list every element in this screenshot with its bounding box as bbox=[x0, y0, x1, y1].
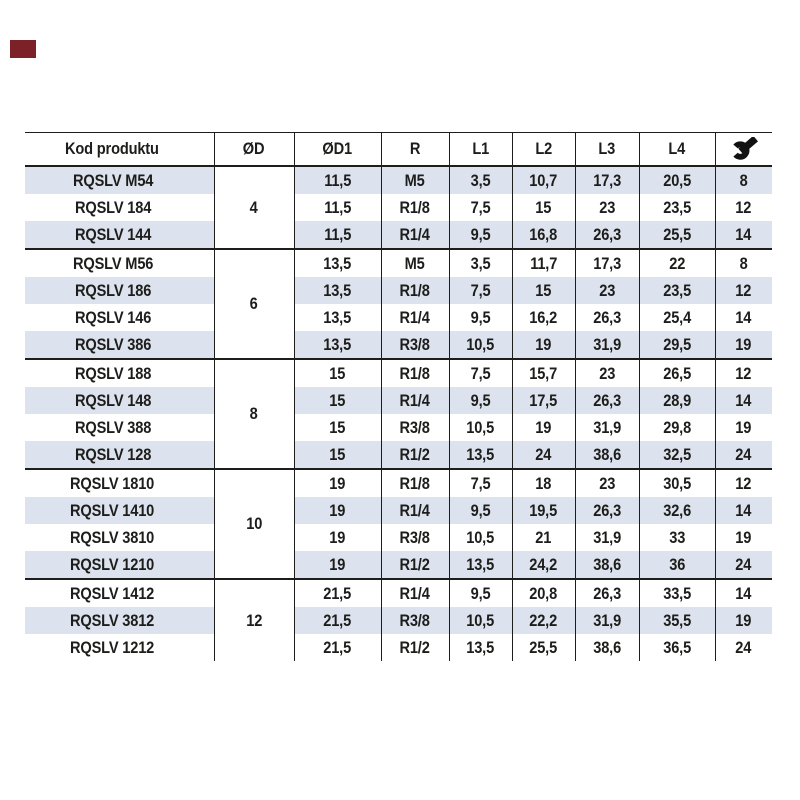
l4-cell: 25,4 bbox=[639, 304, 715, 331]
table-row bbox=[25, 524, 772, 551]
product-code-cell: RQSLV 1212 bbox=[70, 637, 155, 657]
od1-cell: 15 bbox=[294, 441, 381, 469]
table-row bbox=[25, 441, 772, 469]
wrench-size-cell: 14 bbox=[715, 304, 772, 331]
wrench-size-cell: 19 bbox=[715, 607, 772, 634]
col-header-l3: L3 bbox=[575, 133, 639, 167]
l3-cell: 17,3 bbox=[575, 249, 639, 277]
l4-cell: 29,8 bbox=[639, 414, 715, 441]
l4-cell: 33 bbox=[639, 524, 715, 551]
od1-cell: 21,5 bbox=[294, 607, 381, 634]
catalog-corner-tab bbox=[10, 40, 36, 58]
wrench-size-cell: 8 bbox=[715, 166, 772, 194]
product-code-cell: RQSLV 3812 bbox=[25, 607, 214, 634]
l2-cell: 24 bbox=[512, 441, 575, 469]
table-row bbox=[25, 607, 772, 634]
product-code-cell: RQSLV 386 bbox=[25, 331, 214, 359]
od1-cell: 19 bbox=[294, 497, 381, 524]
r-thread-cell: R1/8 bbox=[381, 359, 449, 387]
od1-cell: 15 bbox=[294, 414, 381, 441]
table-row bbox=[25, 221, 772, 249]
l1-cell: 7,5 bbox=[449, 194, 512, 221]
od1-cell: 13,5 bbox=[294, 277, 381, 304]
l1-cell: 7,5 bbox=[449, 469, 512, 497]
l4-cell: 35,5 bbox=[639, 607, 715, 634]
product-code-cell: RQSLV 186 bbox=[25, 277, 214, 304]
l3-cell: 38,6 bbox=[575, 551, 639, 579]
r-thread-cell: R1/4 bbox=[381, 387, 449, 414]
l1-cell: 9,5 bbox=[449, 579, 512, 607]
l1-cell: 10,5 bbox=[449, 331, 512, 359]
l2-cell: 21 bbox=[512, 524, 575, 551]
l1-cell: 13,5 bbox=[449, 551, 512, 579]
od-group-cell: 8 bbox=[214, 359, 294, 469]
product-spec-table bbox=[25, 132, 772, 661]
l1-cell: 9,5 bbox=[449, 387, 512, 414]
wrench-size-cell: 12 bbox=[715, 194, 772, 221]
l2-cell: 25,5 bbox=[512, 634, 575, 661]
r-thread-cell: R1/2 bbox=[381, 634, 449, 661]
l4-cell: 20,5 bbox=[639, 166, 715, 194]
wrench-size-cell: 14 bbox=[715, 221, 772, 249]
l2-cell: 20,8 bbox=[512, 579, 575, 607]
wrench-size-cell: 8 bbox=[715, 249, 772, 277]
l2-cell: 19 bbox=[512, 331, 575, 359]
table-row bbox=[25, 194, 772, 221]
product-code-cell: RQSLV 184 bbox=[74, 197, 152, 217]
product-code-cell: RQSLV 1410 bbox=[25, 497, 214, 524]
l3-cell: 31,9 bbox=[575, 607, 639, 634]
col-header-l4: L4 bbox=[639, 133, 715, 167]
r-thread-cell: R1/4 bbox=[381, 497, 449, 524]
l2-cell: 17,5 bbox=[512, 387, 575, 414]
table-row bbox=[25, 414, 772, 441]
product-code-cell: RQSLV 146 bbox=[74, 307, 152, 327]
l3-cell: 31,9 bbox=[575, 524, 639, 551]
r-thread-cell: R1/2 bbox=[381, 551, 449, 579]
r-thread-cell: R3/8 bbox=[381, 524, 449, 551]
wrench-size-cell: 24 bbox=[715, 441, 772, 469]
table-row bbox=[25, 579, 772, 607]
col-header-r: R bbox=[381, 133, 449, 167]
l3-cell: 31,9 bbox=[575, 331, 639, 359]
table-row bbox=[25, 331, 772, 359]
od1-cell: 11,5 bbox=[294, 221, 381, 249]
l1-cell: 3,5 bbox=[449, 166, 512, 194]
od1-cell: 13,5 bbox=[294, 304, 381, 331]
l1-cell: 10,5 bbox=[449, 524, 512, 551]
product-code-cell: RQSLV 1210 bbox=[25, 551, 214, 579]
wrench-size-cell: 12 bbox=[715, 359, 772, 387]
wrench-size-cell: 19 bbox=[715, 414, 772, 441]
od1-cell: 19 bbox=[294, 551, 381, 579]
l3-cell: 26,3 bbox=[575, 221, 639, 249]
r-thread-cell: R1/2 bbox=[381, 441, 449, 469]
wrench-size-cell: 12 bbox=[715, 277, 772, 304]
l4-cell: 26,5 bbox=[639, 359, 715, 387]
od1-cell: 15 bbox=[294, 387, 381, 414]
l4-cell: 36,5 bbox=[639, 634, 715, 661]
table-row bbox=[25, 166, 772, 194]
r-thread-cell: R3/8 bbox=[381, 607, 449, 634]
l4-cell: 33,5 bbox=[639, 579, 715, 607]
l2-cell: 11,7 bbox=[512, 249, 575, 277]
l4-cell: 32,5 bbox=[639, 441, 715, 469]
l2-cell: 15 bbox=[512, 277, 575, 304]
l1-cell: 13,5 bbox=[449, 634, 512, 661]
r-thread-cell: R1/8 bbox=[381, 469, 449, 497]
l2-cell: 24,2 bbox=[512, 551, 575, 579]
table-header-row bbox=[25, 133, 772, 167]
product-code-cell: RQSLV 144 bbox=[25, 221, 214, 249]
r-thread-cell: R1/8 bbox=[381, 277, 449, 304]
r-thread-cell: R1/8 bbox=[381, 194, 449, 221]
l3-cell: 26,3 bbox=[575, 387, 639, 414]
l2-cell: 22,2 bbox=[512, 607, 575, 634]
col-header-l1: L1 bbox=[449, 133, 512, 167]
l2-cell: 16,2 bbox=[512, 304, 575, 331]
od1-cell: 19 bbox=[294, 469, 381, 497]
l1-cell: 9,5 bbox=[449, 304, 512, 331]
l1-cell: 13,5 bbox=[449, 441, 512, 469]
l3-cell: 26,3 bbox=[575, 497, 639, 524]
table-row bbox=[25, 551, 772, 579]
table-row bbox=[25, 359, 772, 387]
col-header-od: ØD bbox=[214, 133, 294, 167]
product-code-cell: RQSLV 188 bbox=[25, 359, 214, 387]
wrench-icon bbox=[729, 137, 759, 162]
l3-cell: 23 bbox=[575, 277, 639, 304]
l2-cell: 18 bbox=[512, 469, 575, 497]
r-thread-cell: R1/4 bbox=[381, 579, 449, 607]
l3-cell: 38,6 bbox=[575, 634, 639, 661]
table-body bbox=[25, 166, 772, 661]
product-code-cell: RQSLV M54 bbox=[25, 166, 214, 194]
l3-cell: 23 bbox=[575, 469, 639, 497]
product-code-cell: RQSLV 128 bbox=[25, 441, 214, 469]
l4-cell: 32,6 bbox=[639, 497, 715, 524]
r-thread-cell: R3/8 bbox=[381, 331, 449, 359]
l4-cell: 22 bbox=[639, 249, 715, 277]
l3-cell: 38,6 bbox=[575, 441, 639, 469]
l3-cell: 26,3 bbox=[575, 304, 639, 331]
l4-cell: 30,5 bbox=[639, 469, 715, 497]
od1-cell: 13,5 bbox=[294, 249, 381, 277]
r-thread-cell: M5 bbox=[381, 166, 449, 194]
l1-cell: 7,5 bbox=[449, 277, 512, 304]
l2-cell: 16,8 bbox=[512, 221, 575, 249]
od-group-cell: 12 bbox=[214, 579, 294, 661]
table-row bbox=[25, 249, 772, 277]
table-row bbox=[25, 277, 772, 304]
l2-cell: 10,7 bbox=[512, 166, 575, 194]
l1-cell: 7,5 bbox=[449, 359, 512, 387]
l4-cell: 36 bbox=[639, 551, 715, 579]
wrench-size-cell: 14 bbox=[715, 387, 772, 414]
table-row bbox=[25, 469, 772, 497]
wrench-size-cell: 19 bbox=[715, 524, 772, 551]
od1-cell: 15 bbox=[294, 359, 381, 387]
l2-cell: 15,7 bbox=[512, 359, 575, 387]
wrench-size-cell: 12 bbox=[715, 469, 772, 497]
wrench-size-cell: 14 bbox=[715, 579, 772, 607]
wrench-size-cell: 24 bbox=[715, 551, 772, 579]
table-row bbox=[25, 387, 772, 414]
l4-cell: 23,5 bbox=[639, 277, 715, 304]
l3-cell: 31,9 bbox=[575, 414, 639, 441]
wrench-size-cell: 24 bbox=[715, 634, 772, 661]
od1-cell: 13,5 bbox=[294, 331, 381, 359]
l1-cell: 10,5 bbox=[449, 414, 512, 441]
wrench-size-cell: 19 bbox=[715, 331, 772, 359]
product-code-cell: RQSLV M56 bbox=[25, 249, 214, 277]
l4-cell: 25,5 bbox=[639, 221, 715, 249]
l2-cell: 19 bbox=[512, 414, 575, 441]
l3-cell: 23 bbox=[575, 359, 639, 387]
r-thread-cell: R1/4 bbox=[381, 221, 449, 249]
table-row bbox=[25, 497, 772, 524]
l4-cell: 23,5 bbox=[639, 194, 715, 221]
od-group-cell: 10 bbox=[214, 469, 294, 579]
product-code-cell: RQSLV 3810 bbox=[70, 527, 155, 547]
product-code-cell: RQSLV 148 bbox=[25, 387, 214, 414]
l4-cell: 29,5 bbox=[639, 331, 715, 359]
l3-cell: 26,3 bbox=[575, 579, 639, 607]
l1-cell: 3,5 bbox=[449, 249, 512, 277]
r-thread-cell: R3/8 bbox=[381, 414, 449, 441]
table-row bbox=[25, 634, 772, 661]
l1-cell: 10,5 bbox=[449, 607, 512, 634]
r-thread-cell: M5 bbox=[381, 249, 449, 277]
product-code-cell: RQSLV 1412 bbox=[25, 579, 214, 607]
col-header-wrench-size bbox=[715, 133, 772, 167]
l1-cell: 9,5 bbox=[449, 497, 512, 524]
table-row bbox=[25, 304, 772, 331]
product-code-cell: RQSLV 1810 bbox=[25, 469, 214, 497]
wrench-size-cell: 14 bbox=[715, 497, 772, 524]
l4-cell: 28,9 bbox=[639, 387, 715, 414]
od1-cell: 19 bbox=[294, 524, 381, 551]
od1-cell: 21,5 bbox=[294, 634, 381, 661]
r-thread-cell: R1/4 bbox=[381, 304, 449, 331]
l3-cell: 23 bbox=[575, 194, 639, 221]
l2-cell: 15 bbox=[512, 194, 575, 221]
product-code-cell: RQSLV 388 bbox=[74, 417, 152, 437]
l2-cell: 19,5 bbox=[512, 497, 575, 524]
l1-cell: 9,5 bbox=[449, 221, 512, 249]
col-header-od1: ØD1 bbox=[294, 133, 381, 167]
od-group-cell: 4 bbox=[214, 166, 294, 249]
od1-cell: 11,5 bbox=[294, 166, 381, 194]
od-group-cell: 6 bbox=[214, 249, 294, 359]
col-header-kod-produktu: Kod produktu bbox=[25, 133, 214, 167]
col-header-l2: L2 bbox=[512, 133, 575, 167]
od1-cell: 11,5 bbox=[294, 194, 381, 221]
l3-cell: 17,3 bbox=[575, 166, 639, 194]
od1-cell: 21,5 bbox=[294, 579, 381, 607]
